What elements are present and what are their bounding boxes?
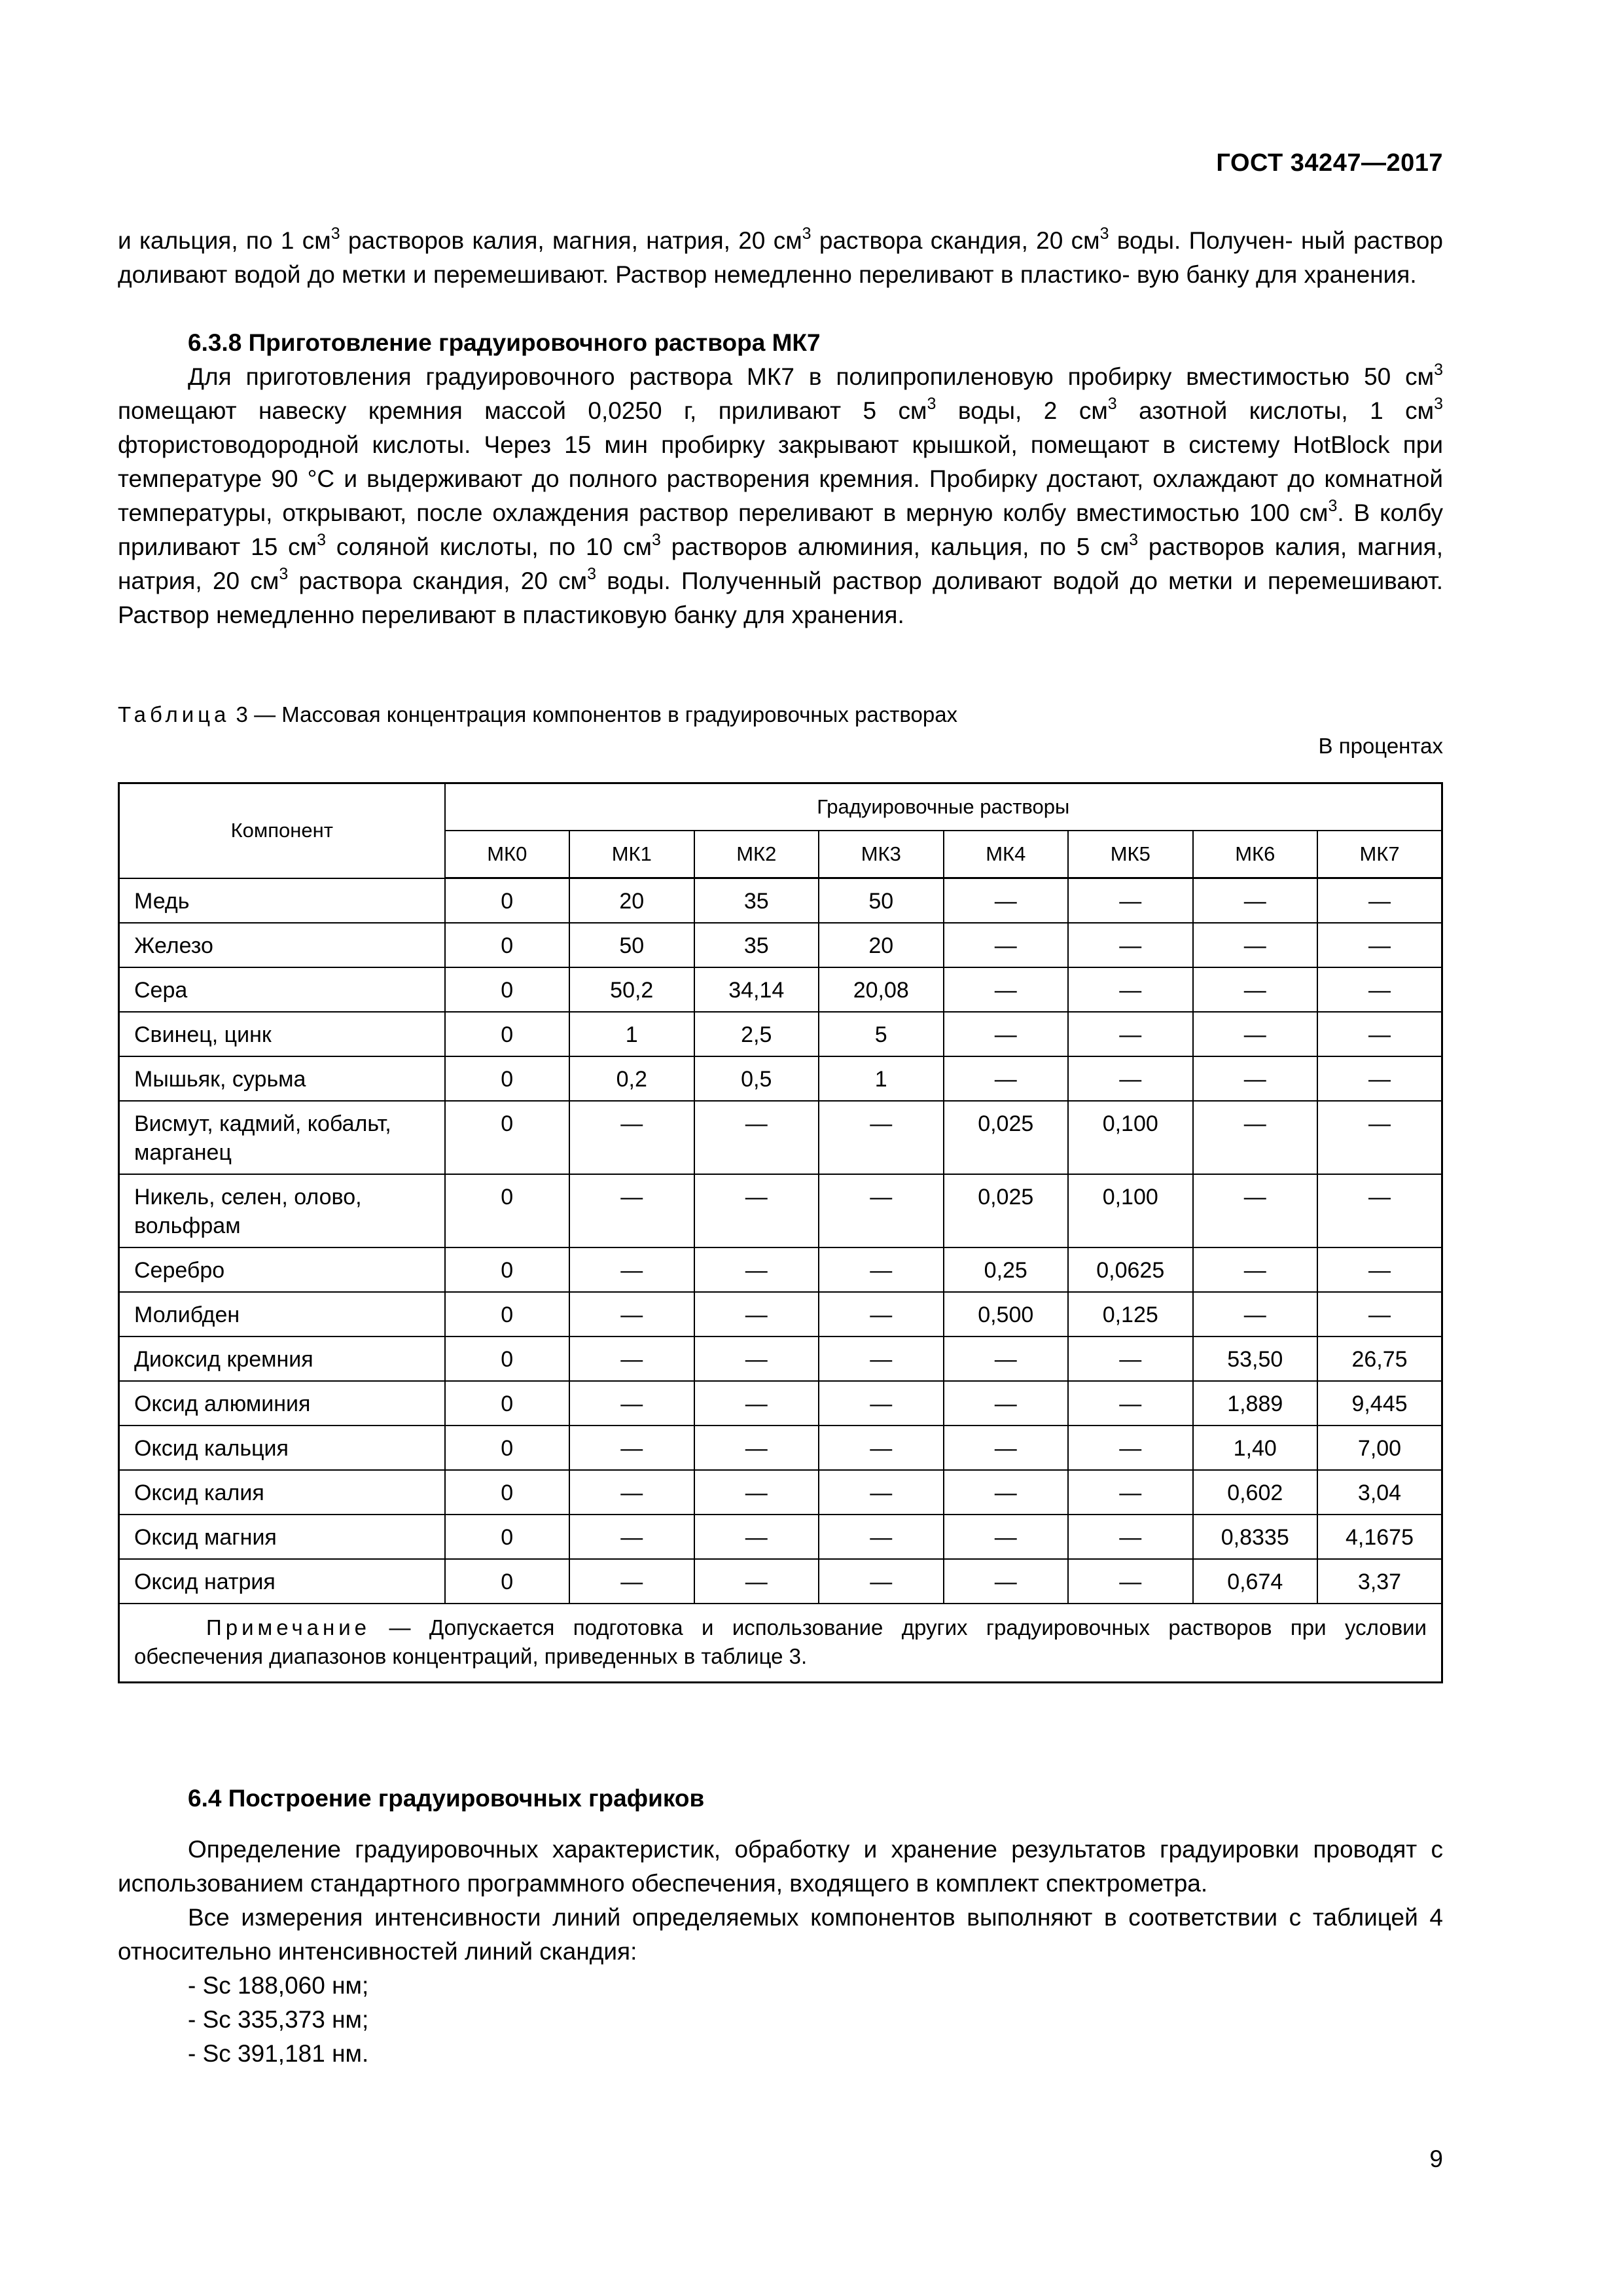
value-cell: — xyxy=(944,1012,1069,1056)
component-name-cell: Оксид натрия xyxy=(119,1559,445,1604)
column-header: МК2 xyxy=(694,831,819,878)
table-row xyxy=(119,967,1442,1012)
value-cell: — xyxy=(819,1247,944,1292)
value-cell: 0 xyxy=(445,1470,570,1515)
value-cell: — xyxy=(694,1174,819,1247)
value-cell: — xyxy=(1193,923,1318,967)
value-cell: — xyxy=(569,1381,694,1426)
value-cell: — xyxy=(694,1470,819,1515)
section-64-paragraph-1: Определение градуировочных характеристик, обработку и хранение результатов градуировки проводят с использованием стандартного программного обеспечения, входящего в комплект спектрометра. xyxy=(118,1836,1443,1897)
value-cell: 0,0625 xyxy=(1068,1247,1193,1292)
value-cell: — xyxy=(694,1101,819,1174)
value-cell: 0 xyxy=(445,1381,570,1426)
component-name-cell: Оксид кальция xyxy=(119,1426,445,1470)
value-cell: 0 xyxy=(445,1101,570,1174)
value-cell: 0,25 xyxy=(944,1247,1069,1292)
table-row xyxy=(119,878,1442,923)
value-cell: 0,125 xyxy=(1068,1292,1193,1336)
value-cell: — xyxy=(1317,923,1442,967)
value-cell: 0,602 xyxy=(1193,1470,1318,1515)
section-638-paragraph: Для приготовления градуировочного раствора МК7 в полипропиленовую пробирку вместимостью 50 $см^3$ помещают навеску кремния массой 0,0250 г, приливают 5 $см^3$ воды, 2 $см^3$ азотной кислоты, 1 $см^3$ фтористоводородной кислоты. Через 15 мин пробирку закрывают крышкой, помещают в систему HotBlock при температуре 90 °С и выдерживают до полного растворения кремния. Пробирку достают, охлаждают до комнатной температуры, открывают, после охлаждения раствор переливают в мерную колбу вместимостью 100 $см^3$. В колбу приливают 15 $см^3$ соляной кислоты, по 10 $см^3$ растворов алюминия, кальция, по 5 $см^3$ растворов калия, магния, натрия, 20 $см^3$ раствора скандия, 20 $см^3$ воды. Полученный раствор доливают водой до метки и перемешивают. Раствор немедленно переливают в пластиковую банку для хранения. xyxy=(118,360,1443,628)
component-name-cell: Никель, селен, олово, вольфрам xyxy=(119,1174,445,1247)
component-name-cell: Оксид калия xyxy=(119,1470,445,1515)
value-cell: — xyxy=(944,1515,1069,1559)
component-name-cell: Железо xyxy=(119,923,445,967)
value-cell: — xyxy=(1193,967,1318,1012)
value-cell: — xyxy=(694,1336,819,1381)
value-cell: 0,5 xyxy=(694,1056,819,1101)
value-cell: — xyxy=(819,1174,944,1247)
column-header: МК5 xyxy=(1068,831,1193,878)
table-row xyxy=(119,1056,1442,1101)
value-cell: 0 xyxy=(445,1174,570,1247)
value-cell: — xyxy=(1193,878,1318,923)
value-cell: — xyxy=(1068,1470,1193,1515)
value-cell: — xyxy=(694,1292,819,1336)
value-cell: 53,50 xyxy=(1193,1336,1318,1381)
value-cell: — xyxy=(1317,1056,1442,1101)
value-cell: 0,2 xyxy=(569,1056,694,1101)
value-cell: — xyxy=(819,1426,944,1470)
column-header-component: Компонент xyxy=(119,783,445,878)
value-cell: — xyxy=(1068,1381,1193,1426)
value-cell: — xyxy=(944,1056,1069,1101)
value-cell: 3,04 xyxy=(1317,1470,1442,1515)
value-cell: — xyxy=(1068,1012,1193,1056)
value-cell: — xyxy=(819,1470,944,1515)
value-cell: — xyxy=(1317,1012,1442,1056)
table-row xyxy=(119,1470,1442,1515)
value-cell: — xyxy=(1317,878,1442,923)
component-name-cell: Медь xyxy=(119,878,445,923)
value-cell: — xyxy=(569,1336,694,1381)
value-cell: — xyxy=(1317,1174,1442,1247)
value-cell: 20 xyxy=(819,923,944,967)
value-cell: 0 xyxy=(445,967,570,1012)
value-cell: — xyxy=(1193,1292,1318,1336)
value-cell: 0 xyxy=(445,1336,570,1381)
value-cell: 0,500 xyxy=(944,1292,1069,1336)
value-cell: — xyxy=(1317,1247,1442,1292)
section-heading-64: 6.4 Построение градуировочных графиков xyxy=(188,1785,705,1812)
value-cell: — xyxy=(694,1247,819,1292)
table-note: Примечание — Допускается подготовка и использование других градуировочных растворов при условии обеспечения диапазонов концентраций, приведенных в таблице 3. xyxy=(119,1604,1442,1683)
component-name-cell: Диоксид кремния xyxy=(119,1336,445,1381)
value-cell: 3,37 xyxy=(1317,1559,1442,1604)
value-cell: — xyxy=(1193,1174,1318,1247)
component-name-cell: Висмут, кадмий, кобальт, марганец xyxy=(119,1101,445,1174)
value-cell: 20,08 xyxy=(819,967,944,1012)
value-cell: — xyxy=(1068,1559,1193,1604)
value-cell: — xyxy=(1193,1056,1318,1101)
value-cell: — xyxy=(569,1470,694,1515)
value-cell: — xyxy=(694,1559,819,1604)
value-cell: — xyxy=(819,1101,944,1174)
value-cell: — xyxy=(819,1381,944,1426)
column-header: МК0 xyxy=(445,831,570,878)
value-cell: — xyxy=(1193,1101,1318,1174)
value-cell: — xyxy=(1068,1056,1193,1101)
table-row xyxy=(119,1101,1442,1174)
column-group-header: Градуировочные растворы xyxy=(445,783,1442,831)
value-cell: 50,2 xyxy=(569,967,694,1012)
column-header: МК4 xyxy=(944,831,1069,878)
table-row xyxy=(119,1426,1442,1470)
table-row xyxy=(119,1515,1442,1559)
value-cell: — xyxy=(1193,1247,1318,1292)
table-body xyxy=(119,878,1442,1604)
value-cell: 35 xyxy=(694,923,819,967)
component-name-cell: Оксид магния xyxy=(119,1515,445,1559)
value-cell: 1,889 xyxy=(1193,1381,1318,1426)
value-cell: — xyxy=(1068,1336,1193,1381)
value-cell: — xyxy=(944,1470,1069,1515)
value-cell: — xyxy=(569,1101,694,1174)
scandium-lines-list xyxy=(188,1969,368,2071)
value-cell: — xyxy=(1068,878,1193,923)
value-cell: 0 xyxy=(445,1515,570,1559)
value-cell: 0,025 xyxy=(944,1174,1069,1247)
value-cell: — xyxy=(1193,1012,1318,1056)
value-cell: — xyxy=(569,1515,694,1559)
value-cell: 9,445 xyxy=(1317,1381,1442,1426)
value-cell: — xyxy=(1068,967,1193,1012)
document-code: ГОСТ 34247—2017 xyxy=(1216,149,1443,177)
value-cell: — xyxy=(1068,1515,1193,1559)
column-header: МК6 xyxy=(1193,831,1318,878)
value-cell: 0 xyxy=(445,923,570,967)
list-item: - Sc 188,060 нм; xyxy=(188,1972,369,1999)
value-cell: — xyxy=(569,1174,694,1247)
value-cell: 0 xyxy=(445,1292,570,1336)
value-cell: 0,8335 xyxy=(1193,1515,1318,1559)
value-cell: — xyxy=(569,1292,694,1336)
section-64-paragraph-2: Все измерения интенсивности линий определяемых компонентов выполняют в соответствии с таблицей 4 относительно интенсивностей линий скандия: xyxy=(118,1904,1443,1965)
value-cell: 50 xyxy=(819,878,944,923)
value-cell: 20 xyxy=(569,878,694,923)
list-item: - Sc 335,373 нм; xyxy=(188,2006,369,2033)
value-cell: — xyxy=(694,1381,819,1426)
value-cell: — xyxy=(694,1426,819,1470)
table-units: В процентах xyxy=(1318,734,1443,758)
component-name-cell: Молибден xyxy=(119,1292,445,1336)
value-cell: 0 xyxy=(445,1559,570,1604)
value-cell: 4,1675 xyxy=(1317,1515,1442,1559)
value-cell: 0 xyxy=(445,878,570,923)
table-row xyxy=(119,1012,1442,1056)
value-cell: — xyxy=(944,1426,1069,1470)
page-number: 9 xyxy=(1429,2145,1443,2172)
value-cell: — xyxy=(944,1559,1069,1604)
value-cell: — xyxy=(569,1426,694,1470)
value-cell: — xyxy=(1068,923,1193,967)
column-header: МК7 xyxy=(1317,831,1442,878)
value-cell: 0,674 xyxy=(1193,1559,1318,1604)
component-name-cell: Оксид алюминия xyxy=(119,1381,445,1426)
value-cell: — xyxy=(1317,1292,1442,1336)
table-caption: Таблица 3 — Массовая концентрация компонентов в градуировочных растворах xyxy=(118,702,958,726)
document-page xyxy=(118,0,1443,2296)
value-cell: 0 xyxy=(445,1426,570,1470)
value-cell: — xyxy=(569,1559,694,1604)
value-cell: 0 xyxy=(445,1012,570,1056)
intro-paragraph: и кальция, по 1 $см^3$ растворов калия, магния, натрия, 20 $см^3$ раствора скандия, 20 $см^3$ воды. Получен- ный раствор доливают водой до метки и перемешивают. Раствор немедленно переливают в пластико- вую банку для хранения. xyxy=(118,224,1443,288)
value-cell: 2,5 xyxy=(694,1012,819,1056)
value-cell: — xyxy=(569,1247,694,1292)
value-cell: — xyxy=(819,1336,944,1381)
value-cell: — xyxy=(944,967,1069,1012)
value-cell: 1 xyxy=(569,1012,694,1056)
column-header: МК3 xyxy=(819,831,944,878)
component-name-cell: Свинец, цинк xyxy=(119,1012,445,1056)
table-row xyxy=(119,923,1442,967)
value-cell: — xyxy=(819,1515,944,1559)
value-cell: 50 xyxy=(569,923,694,967)
table-row xyxy=(119,1336,1442,1381)
value-cell: — xyxy=(1317,1101,1442,1174)
value-cell: 7,00 xyxy=(1317,1426,1442,1470)
list-item: - Sc 391,181 нм. xyxy=(188,2040,369,2067)
component-name-cell: Мышьяк, сурьма xyxy=(119,1056,445,1101)
value-cell: 1 xyxy=(819,1056,944,1101)
table-row xyxy=(119,1559,1442,1604)
value-cell: — xyxy=(694,1515,819,1559)
section-heading-638: 6.3.8 Приготовление градуировочного раствора МК7 xyxy=(188,329,821,356)
value-cell: — xyxy=(944,1336,1069,1381)
value-cell: 5 xyxy=(819,1012,944,1056)
value-cell: — xyxy=(944,923,1069,967)
value-cell: 34,14 xyxy=(694,967,819,1012)
table-row xyxy=(119,1247,1442,1292)
value-cell: — xyxy=(819,1559,944,1604)
value-cell: — xyxy=(819,1292,944,1336)
column-header: МК1 xyxy=(569,831,694,878)
value-cell: — xyxy=(1317,967,1442,1012)
value-cell: 0 xyxy=(445,1247,570,1292)
concentration-table xyxy=(118,782,1443,1683)
value-cell: — xyxy=(1068,1426,1193,1470)
value-cell: 0,100 xyxy=(1068,1174,1193,1247)
component-name-cell: Сера xyxy=(119,967,445,1012)
table-row xyxy=(119,1292,1442,1336)
value-cell: 0,025 xyxy=(944,1101,1069,1174)
table-row xyxy=(119,1381,1442,1426)
value-cell: — xyxy=(944,1381,1069,1426)
component-name-cell: Серебро xyxy=(119,1247,445,1292)
value-cell: 0,100 xyxy=(1068,1101,1193,1174)
value-cell: — xyxy=(944,878,1069,923)
table-row xyxy=(119,1174,1442,1247)
value-cell: 35 xyxy=(694,878,819,923)
value-cell: 26,75 xyxy=(1317,1336,1442,1381)
value-cell: 0 xyxy=(445,1056,570,1101)
value-cell: 1,40 xyxy=(1193,1426,1318,1470)
